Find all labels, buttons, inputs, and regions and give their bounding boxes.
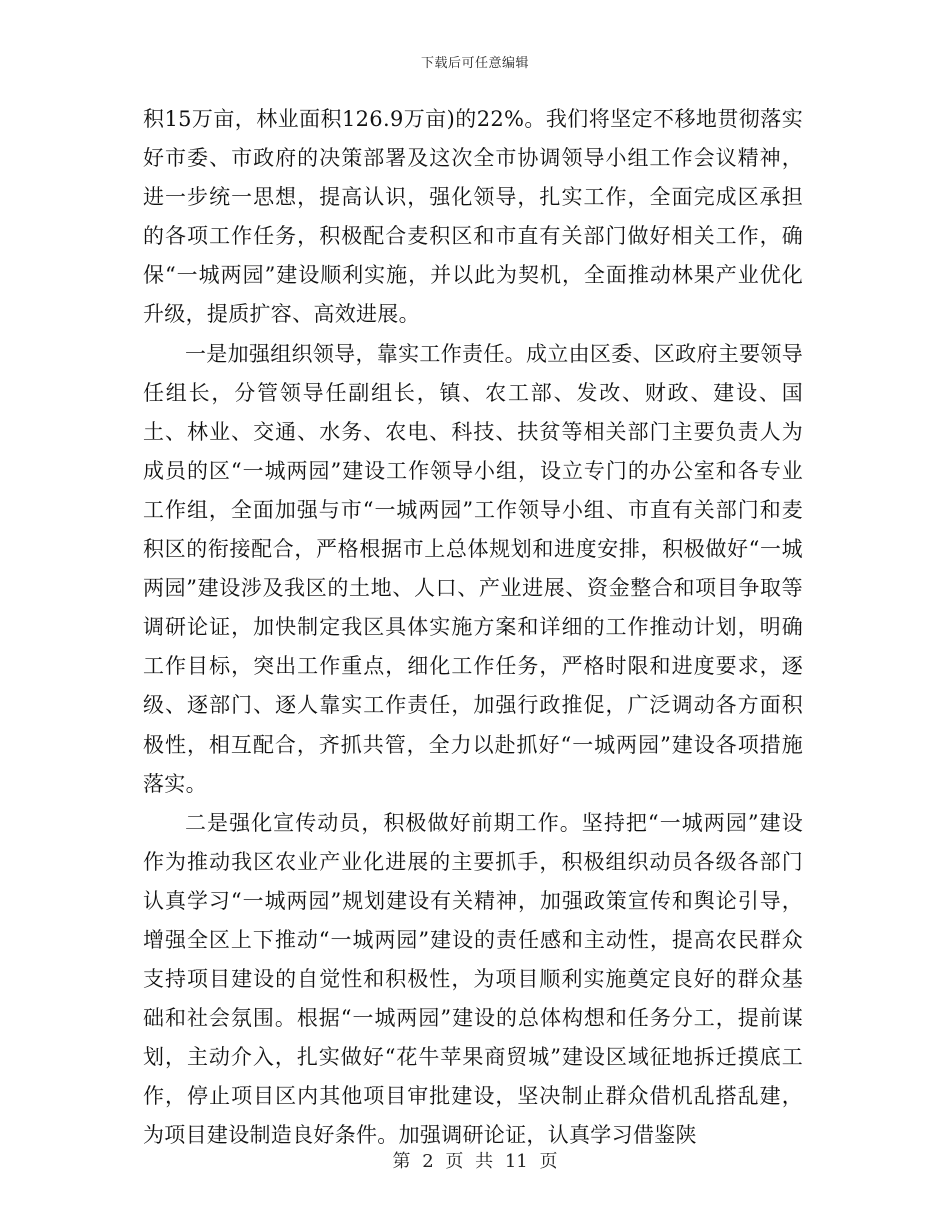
page-header-note: 下载后可任意编辑 <box>420 56 529 71</box>
paragraph-2: 一是加强组织领导，靠实工作责任。成立由区委、区政府主要领导任组长，分管领导任副组长，镇、农工部、发改、财政、建设、国土、林业、交通、水务、农电、科技、扶贫等相关部门主要负责人为成员的区“一城两园”建设工作领导小组，设立专门的办公室和各专业工作组，全面加强与市“一城两园”工作领导小组、市直有关部门和麦积区的衔接配合，严格根据市上总体规划和进度安排，积极做好“一城两园”建设涉及我区的土地、人口、产业进展、资金整合和项目争取等调研论证，加快制定我区具体实施方案和详细的工作推动计划，明确工作目标，突出工作重点，细化工作任务，严格时限和进度要求，逐级、逐部门、逐人靠实工作责任，加强行政推促，广泛调动各方面积极性，相互配合，齐抓共管，全力以赴抓好“一城两园”建设各项措施落实。 <box>143 341 803 796</box>
page-number: 第 2 页 共 11 页 <box>392 1151 558 1172</box>
paragraph-1: 积15万亩，林业面积126.9万亩)的22%。我们将坚定不移地贯彻落实好市委、市政府的决策部署及这次全市协调领导小组工作会议精神，进一步统一思想，提高认识，强化领导，扎实工作，全面完成区承担的各项工作任务，积极配合麦积区和市直有关部门做好相关工作，确保“一城两园”建设顺利实施，并以此为契机，全面推动林果产业优化升级，提质扩容、高效进展。 <box>143 107 803 327</box>
paragraph-3: 二是强化宣传动员，积极做好前期工作。坚持把“一城两园”建设作为推动我区农业产业化进展的主要抓手，积极组织动员各级各部门认真学习“一城两园”规划建设有关精神，加强政策宣传和舆论引导，增强全区上下推动“一城两园”建设的责任感和主动性，提高农民群众支持项目建设的自觉性和积极性，为项目顺利实施奠定良好的群众基础和社会氛围。根据“一城两园”建设的总体构想和任务分工，提前谋划，主动介入，扎实做好“花牛苹果商贸城”建设区域征地拆迁摸底工作，停止项目区内其他项目审批建设，坚决制止群众借机乱搭乱建，为项目建设制造良好条件。加强调研论证，认真学习借鉴陕 <box>143 810 803 1148</box>
document-body <box>143 100 803 1156</box>
